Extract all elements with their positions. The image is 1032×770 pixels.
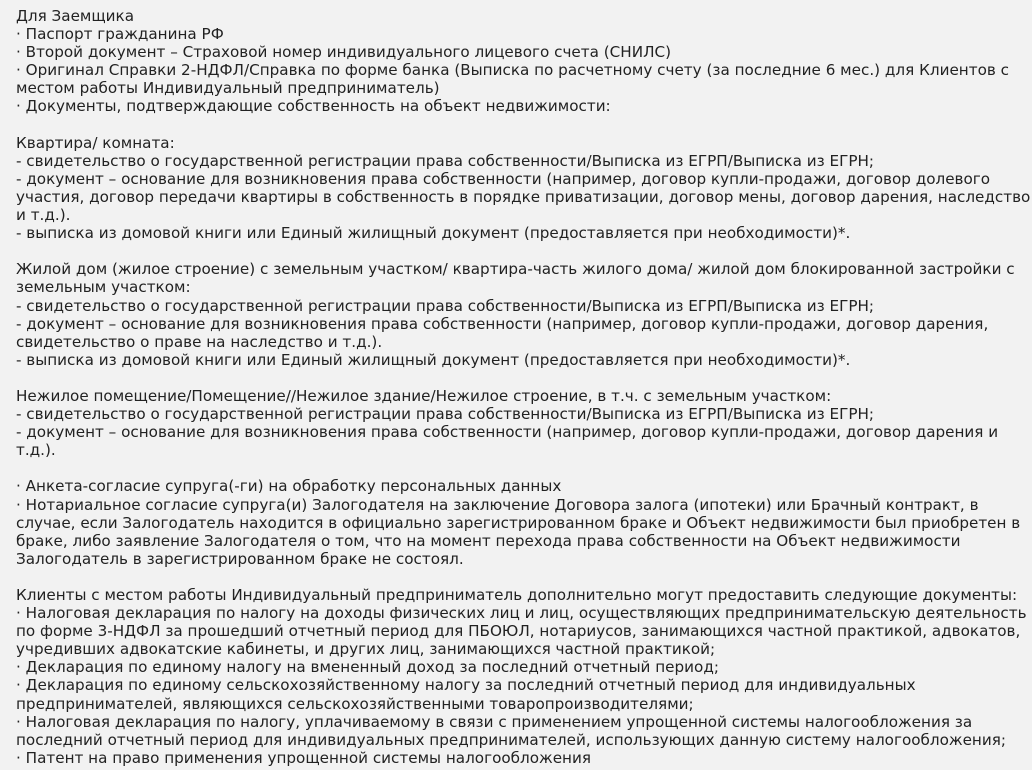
spacer [16, 568, 1024, 586]
spouse-line: Залогодатель в зарегистрированном браке не состоял. [16, 549, 464, 568]
entrepreneur-line: · Налоговая декларация по налогу, уплачиваемому в связи с применением упрощенной системы налогообложения за [16, 712, 973, 731]
apartment-line: - свидетельство о государственной регистрации права собственности/Выписка из ЕГРП/Выписка из ЕГРН; [16, 151, 875, 170]
entrepreneur-line: учредивших адвокатские кабинеты, и других лиц, занимающихся частной практикой; [16, 640, 716, 659]
house-title: земельным участком: [16, 278, 191, 297]
apartment-title: Квартира/ комната: [16, 133, 175, 152]
spouse-line: случае, если Залогодатель находится в официально зарегистрированном браке и Объект недвижимости был приобретен в [16, 513, 1021, 532]
entrepreneur-line: по форме 3-НДФЛ за прошедший отчетный период для ПБОЮЛ, нотариусов, занимающихся частной практикой, адвокатов, [16, 622, 1021, 641]
nonresidential-title: Нежилое помещение/Помещение//Нежилое здание/Нежилое строение, в т.ч. с земельным участком: [16, 386, 832, 405]
spacer [16, 116, 1024, 134]
house-line: - выписка из домовой книги или Единый жилищный документ (предоставляется при необходимости)*. [16, 350, 851, 369]
list-item: · Второй документ – Страховой номер индивидуального лицевого счета (СНИЛС) [16, 43, 672, 62]
spacer [16, 369, 1024, 387]
apartment-line: - выписка из домовой книги или Единый жилищный документ (предоставляется при необходимости)*. [16, 224, 851, 243]
section-header: Для Заемщика [16, 7, 135, 25]
list-item: · Оригинал Справки 2-НДФЛ/Справка по форме банка (Выписка по расчетному счету (за последние 6 мес.) для Клиентов с [16, 61, 1009, 80]
house-title: Жилой дом (жилое строение) с земельным участком/ квартира-часть жилого дома/ жилой дом блокированной застройки с [16, 260, 1015, 279]
entrepreneur-line: последний отчетный период для индивидуальных предпринимателей, использующих данную систему налогообложения; [16, 730, 1006, 749]
spacer [16, 242, 1024, 260]
nonresidential-line: т.д.). [16, 441, 56, 460]
nonresidential-line: - свидетельство о государственной регистрации права собственности/Выписка из ЕГРП/Выписка из ЕГРН; [16, 405, 875, 424]
entrepreneur-title: Клиенты с местом работы Индивидуальный предприниматель дополнительно могут предоставить следующие документы: [16, 586, 1018, 604]
apartment-line: участия, договор передачи квартиры в собственность в порядке приватизации, договор мены, договор дарения, наследство [16, 187, 1031, 206]
spouse-line: · Нотариальное согласие супруга(и) Залогодателя на заключение Договора залога (ипотеки) или Брачный контракт, в [16, 495, 979, 514]
list-item: · Паспорт гражданина РФ [16, 25, 224, 44]
list-item: · Документы, подтверждающие собственность на объект недвижимости: [16, 97, 611, 116]
house-line: - документ – основание для возникновения права собственности (например, договор купли-продажи, договор дарения, [16, 314, 989, 333]
entrepreneur-line: · Декларация по единому налогу на вмененный доход за последний отчетный период; [16, 658, 719, 677]
spouse-line: браке, либо заявление Залогодателя о том, что на момент перехода права собственности на Объект недвижимости [16, 531, 961, 550]
entrepreneur-line: · Декларация по единому сельскохозяйственному налогу за последний отчетный период для индивидуальных [16, 676, 916, 695]
house-line: - свидетельство о государственной регистрации права собственности/Выписка из ЕГРП/Выписка из ЕГРН; [16, 296, 875, 315]
spacer [16, 459, 1024, 477]
entrepreneur-line: · Налоговая декларация по налогу на доходы физических лиц и лиц, осуществляющих предпринимательскую деятельность [16, 604, 1027, 623]
entrepreneur-line: · Патент на право применения упрощенной системы налогообложения [16, 748, 591, 767]
apartment-line: - документ – основание для возникновения права собственности (например, договор купли-продажи, договор долевого [16, 169, 991, 188]
spouse-line: · Анкета-согласие супруга(-ги) на обработку персональных данных [16, 477, 562, 496]
list-item-continuation: местом работы Индивидуальный предприниматель) [16, 79, 440, 98]
entrepreneur-line: предпринимателей, являющихся сельскохозяйственными товаропроизводителями; [16, 694, 694, 713]
nonresidential-line: - документ – основание для возникновения права собственности (например, договор купли-продажи, договор дарения и [16, 423, 999, 442]
apartment-line: и т.д.). [16, 206, 71, 225]
house-line: свидетельство о праве на наследство и т.д.). [16, 332, 383, 351]
